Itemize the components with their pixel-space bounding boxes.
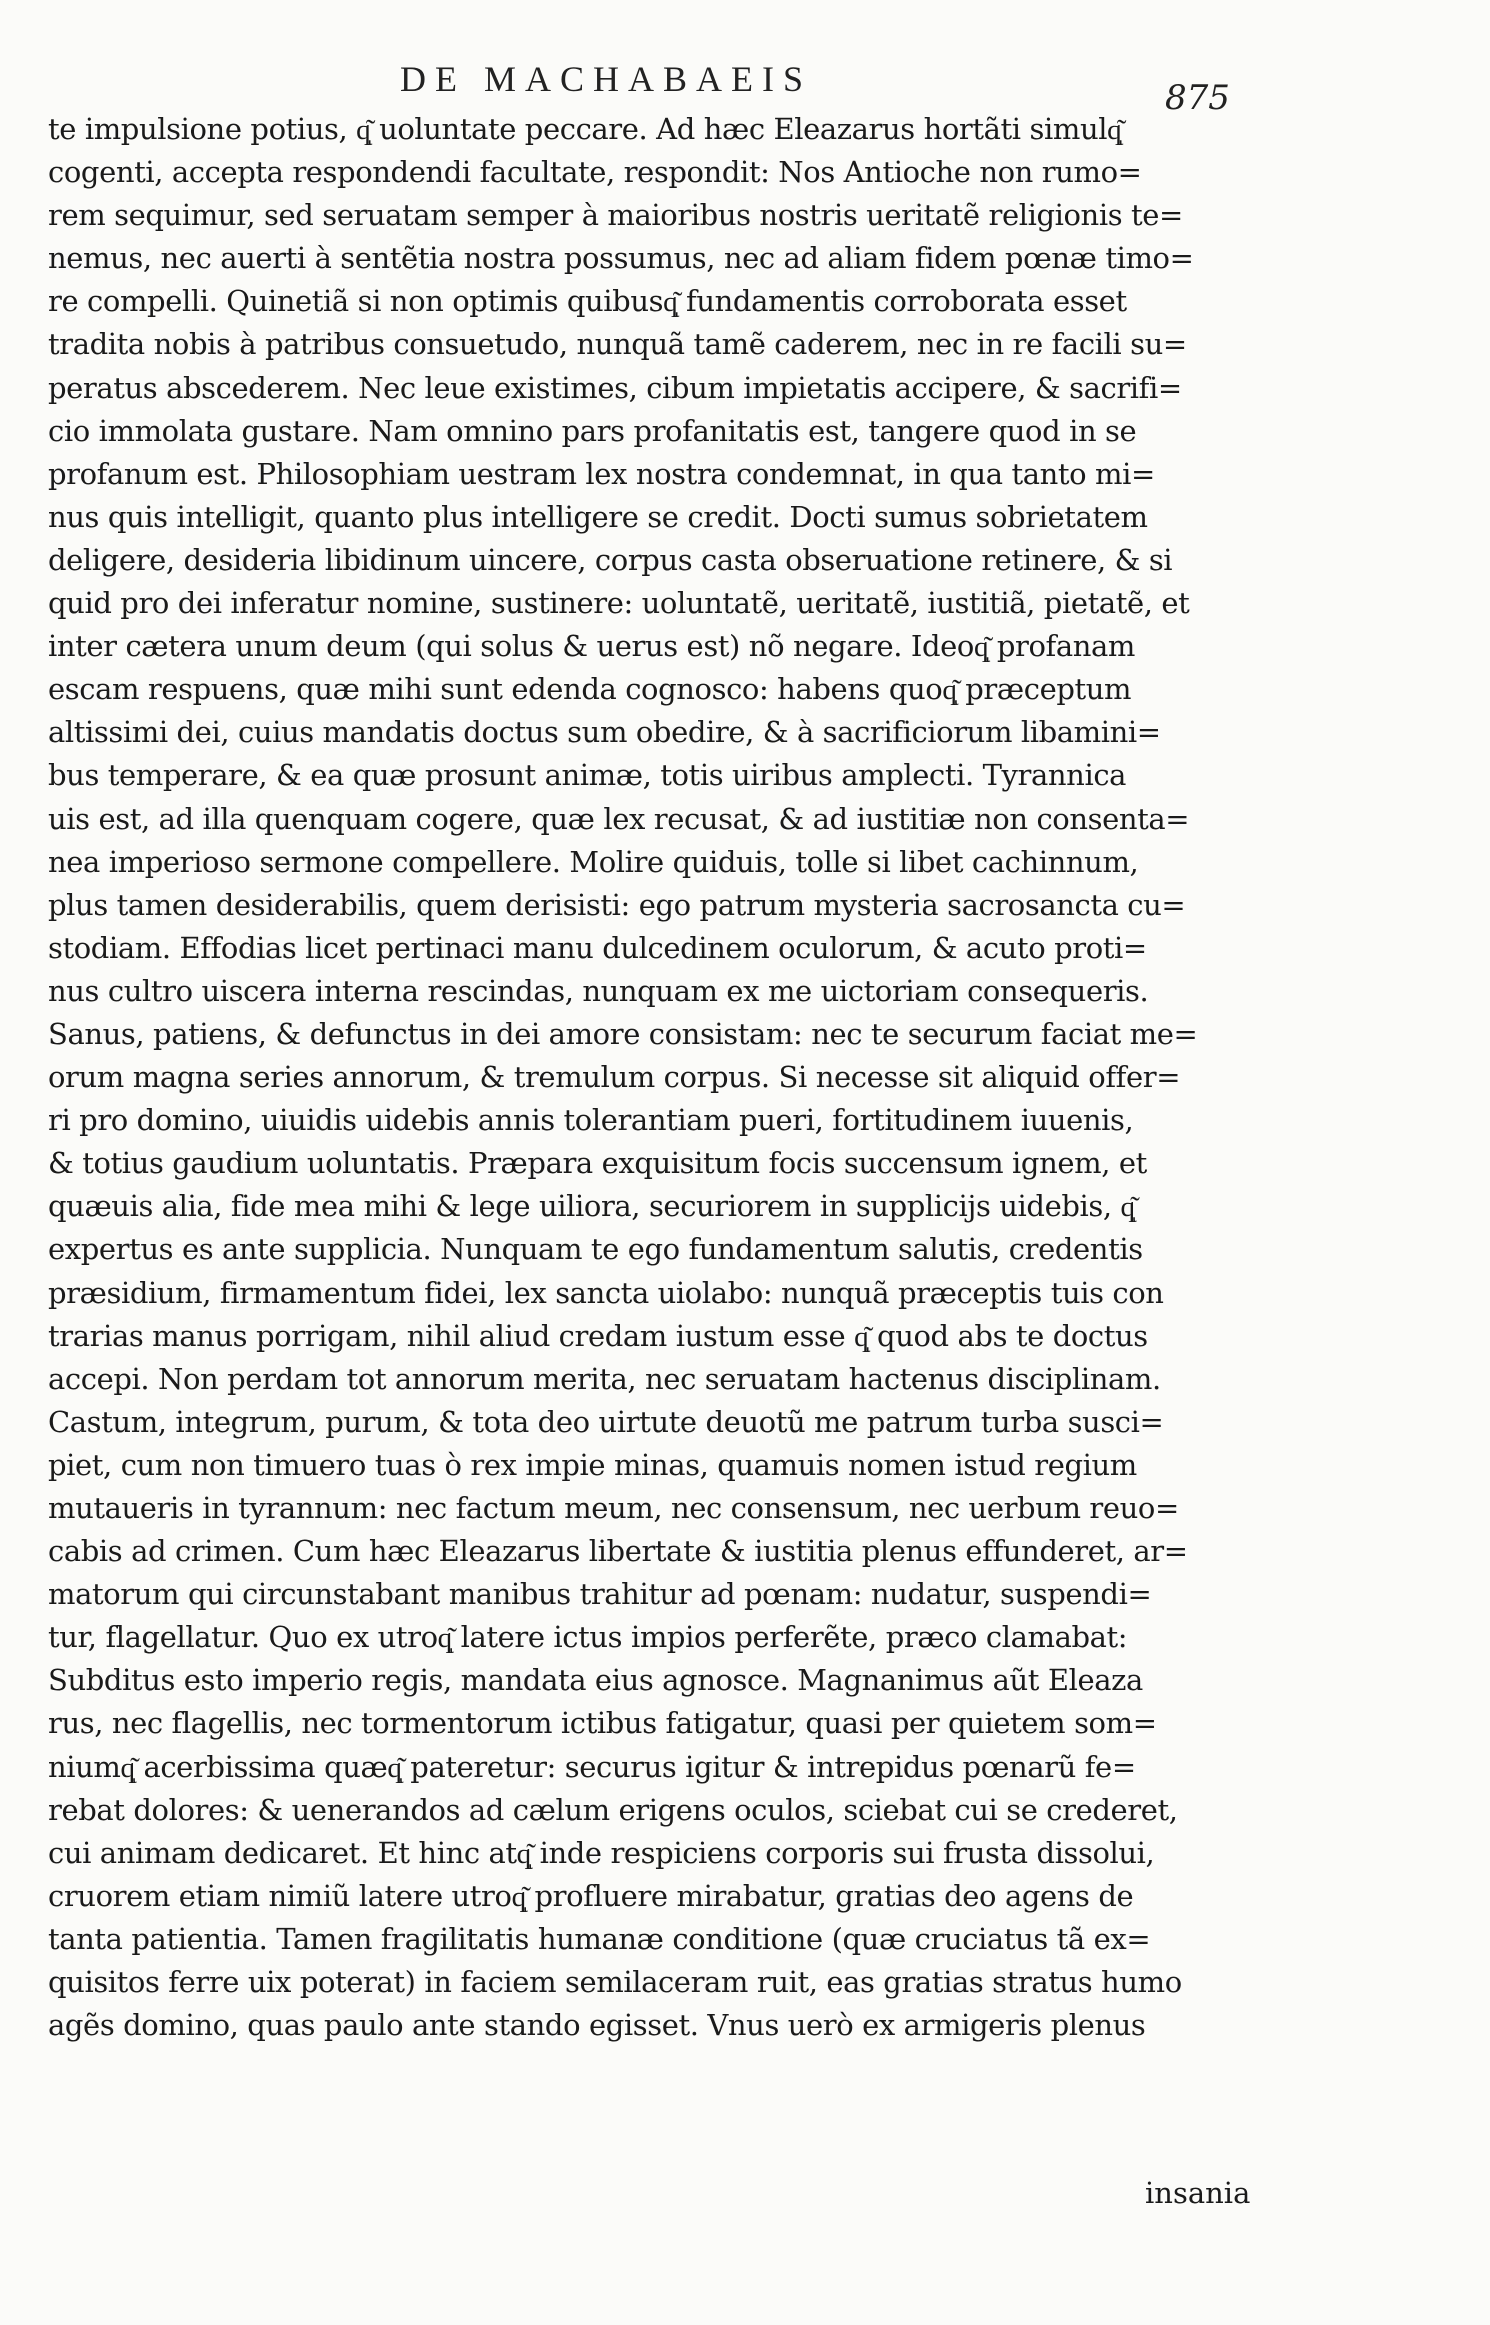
text-line: uis est, ad illa quenquam cogere, quæ lex recusat, & ad iustitiæ non consenta=	[48, 801, 1190, 836]
text-line: Sanus, patiens, & defunctus in dei amore consistam: nec te securum faciat me=	[48, 1016, 1198, 1051]
text-line: trarias manus porrigam, nihil aliud credam iustum esse q͂ͅ quod abs te doctus	[48, 1318, 1148, 1353]
text-line: profanum est. Philosophiam uestram lex nostra condemnat, in qua tanto mi=	[48, 456, 1155, 491]
text-line: rebat dolores: & uenerandos ad cælum erigens oculos, sciebat cui se crederet,	[48, 1792, 1178, 1827]
text-line: quid pro dei inferatur nomine, sustinere: uoluntatẽ, ueritatẽ, iustitiã, pietatẽ, et	[48, 586, 1190, 621]
text-line: tradita nobis à patribus consuetudo, nunquã tamẽ caderem, nec in re facili su=	[48, 327, 1187, 362]
text-line: escam respuens, quæ mihi sunt edenda cognosco: habens quoq͂ͅ præceptum	[48, 672, 1132, 707]
text-line: cogenti, accepta respondendi facultate, respondit: Nos Antioche non rumo=	[48, 155, 1142, 190]
text-line: Castum, integrum, purum, & tota deo uirtute deuotũ me patrum turba susci=	[48, 1404, 1164, 1439]
running-title: DE MACHABAEIS	[400, 59, 813, 99]
text-line: quæuis alia, fide mea mihi & lege uiliora, securiorem in supplicijs uidebis, q͂ͅ	[48, 1189, 1135, 1224]
text-line: cruorem etiam nimiũ latere utroq͂ͅ profluere mirabatur, gratias deo agens de	[48, 1878, 1134, 1913]
text-line: ri pro domino, uiuidis uidebis annis tolerantiam pueri, fortitudinem iuuenis,	[48, 1103, 1134, 1138]
text-line: deligere, desideria libidinum uincere, corpus casta obseruatione retinere, & si	[48, 542, 1173, 577]
text-line: tanta patientia. Tamen fragilitatis humanæ conditione (quæ cruciatus tã ex=	[48, 1921, 1151, 1956]
text-line: nus quis intelligit, quanto plus intelligere se credit. Docti sumus sobrietatem	[48, 499, 1148, 534]
text-line: bus temperare, & ea quæ prosunt animæ, totis uiribus amplecti. Tyrannica	[48, 758, 1127, 793]
text-line: expertus es ante supplicia. Nunquam te ego fundamentum salutis, credentis	[48, 1232, 1143, 1267]
text-line: mutaueris in tyrannum: nec factum meum, nec consensum, nec uerbum reuo=	[48, 1491, 1179, 1525]
text-line: nemus, nec auerti à sentẽtia nostra possumus, nec ad aliam fidem pœnæ timo=	[48, 241, 1194, 276]
text-line: te impulsione potius, q͂ͅ uoluntate peccare. Ad hæc Eleazarus hortãti simulq͂ͅ	[48, 112, 1122, 146]
text-line: agẽs domino, quas paulo ante stando egisset. Vnus uerò ex armigeris plenus	[48, 2008, 1146, 2043]
running-head	[0, 58, 1490, 118]
text-line: stodiam. Effodias licet pertinaci manu dulcedinem oculorum, & acuto proti=	[48, 930, 1147, 965]
text-line: nus cultro uiscera interna rescindas, nunquam ex me uictoriam consequeris.	[48, 973, 1149, 1008]
text-line: cui animam dedicaret. Et hinc atq͂ͅ inde respiciens corporis sui frusta dissolui,	[48, 1835, 1155, 1870]
text-line: accepi. Non perdam tot annorum merita, nec seruatam hactenus disciplinam.	[48, 1361, 1161, 1396]
text-line: tur, flagellatur. Quo ex utroq͂ͅ latere ictus impios perferẽte, præco clamabat:	[48, 1620, 1128, 1655]
text-line: re compelli. Quinetiã si non optimis quibusq͂ͅ fundamentis corroborata esset	[48, 284, 1127, 319]
text-line: orum magna series annorum, & tremulum corpus. Si necesse sit aliquid offer=	[48, 1060, 1181, 1095]
text-line: quisitos ferre uix poterat) in faciem semilaceram ruit, eas gratias stratus humo	[48, 1965, 1182, 2000]
text-line: peratus abscederem. Nec leue existimes, cibum impietatis accipere, & sacrifi=	[48, 370, 1182, 405]
text-line: matorum qui circunstabant manibus trahitur ad pœnam: nudatur, suspendi=	[48, 1577, 1152, 1612]
text-line: cio immolata gustare. Nam omnino pars profanitatis est, tangere quod in se	[48, 413, 1137, 448]
text-line	[48, 2047, 1278, 2090]
text-line: altissimi dei, cuius mandatis doctus sum obedire, & à sacrificiorum libamini=	[48, 715, 1161, 750]
text-line: præsidium, firmamentum fidei, lex sancta uiolabo: nunquã præceptis tuis con	[48, 1275, 1164, 1310]
text-line: rem sequimur, sed seruatam semper à maioribus nostris ueritatẽ religionis te=	[48, 198, 1183, 233]
text-line: cabis ad crimen. Cum hæc Eleazarus libertate & iustitia plenus effunderet, ar=	[48, 1534, 1188, 1569]
text-line: nea imperioso sermone compellere. Molire quiduis, tolle si libet cachinnum,	[48, 844, 1139, 879]
body-text	[48, 108, 1278, 2090]
text-line: inter cætera unum deum (qui solus & uerus est) nõ negare. Ideoq͂ͅ profanam	[48, 629, 1136, 664]
catchword: insania	[1145, 2176, 1251, 2210]
text-line: piet, cum non timuero tuas ò rex impie minas, quamuis nomen istud regium	[48, 1447, 1137, 1482]
text-line: Subditus esto imperio regis, mandata eius agnosce. Magnanimus aũt Eleaza	[48, 1663, 1143, 1698]
text-line: niumq͂ͅ acerbissima quæq͂ͅ pateretur: securus igitur & intrepidus pœnarũ fe=	[48, 1749, 1136, 1784]
text-line: & totius gaudium uoluntatis. Præpara exquisitum focis succensum ignem, et	[48, 1146, 1147, 1181]
text-line: plus tamen desiderabilis, quem derisisti: ego patrum mysteria sacrosancta cu=	[48, 887, 1186, 922]
page-number: 875	[1165, 78, 1230, 118]
text-line: rus, nec flagellis, nec tormentorum ictibus fatigatur, quasi per quietem som=	[48, 1706, 1157, 1741]
